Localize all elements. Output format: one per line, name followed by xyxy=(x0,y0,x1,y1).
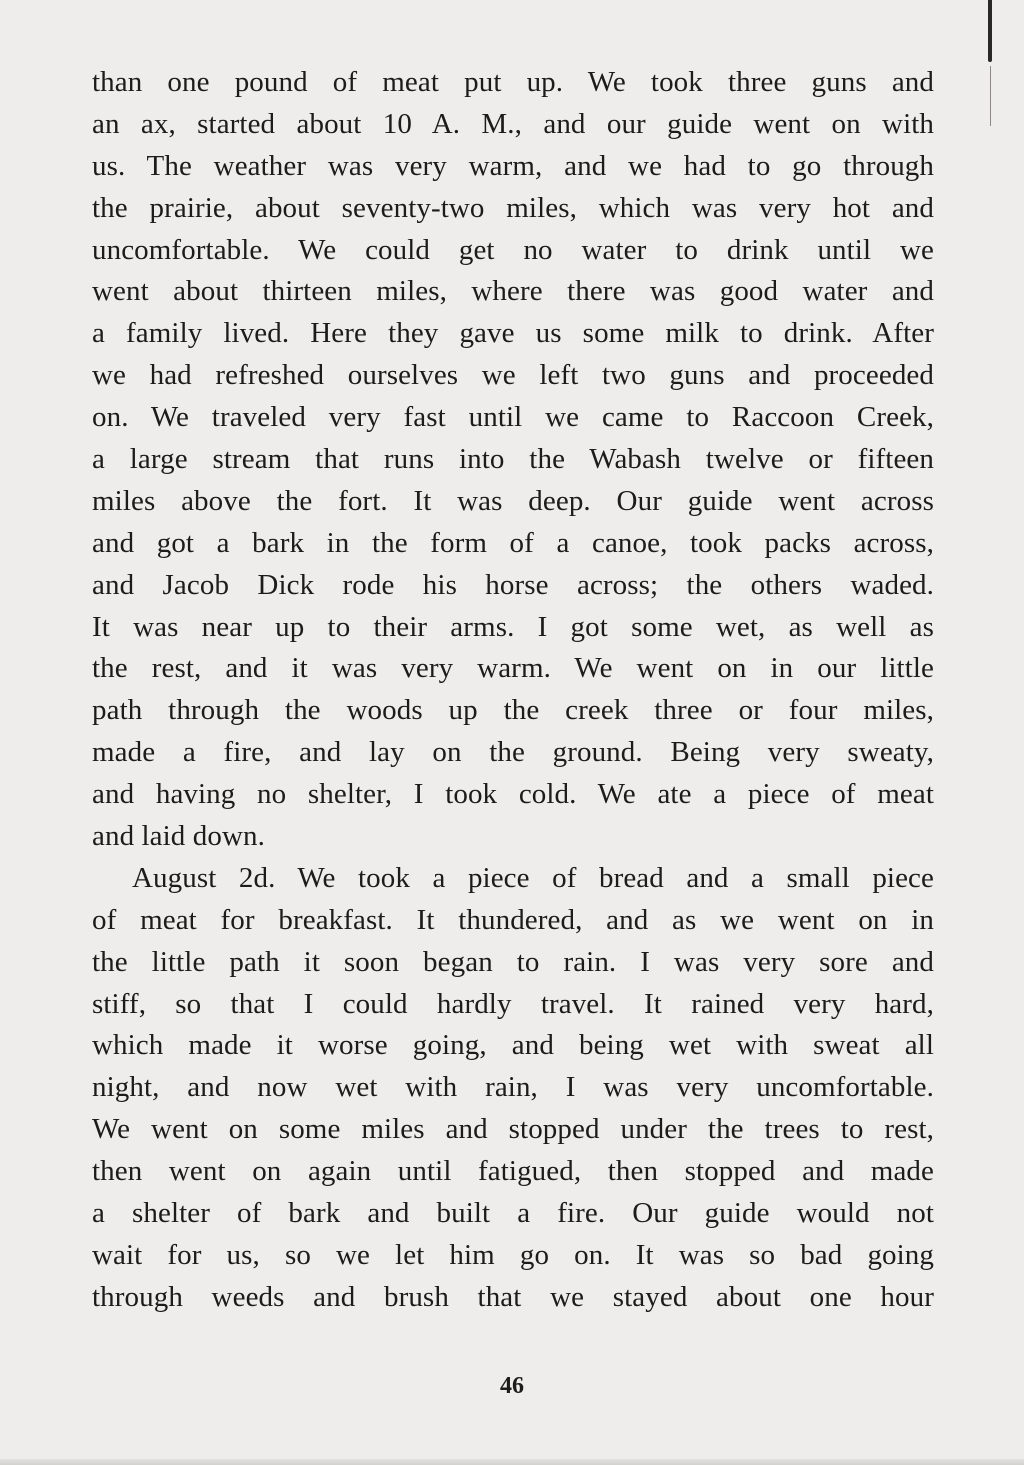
body-text xyxy=(92,62,934,1319)
text-line: night, and now wet with rain, I was very uncomfortable. xyxy=(92,1071,934,1104)
text-line: of meat for breakfast. It thundered, and as we went on in xyxy=(92,903,934,936)
text-line: which made it worse going, and being wet with sweat all xyxy=(92,1029,934,1062)
text-line: and Jacob Dick rode his horse across; the others waded. xyxy=(92,568,934,601)
text-line: It was near up to their arms. I got some wet, as well as xyxy=(92,610,934,643)
text-line: a large stream that runs into the Wabash twelve or fifteen xyxy=(92,443,934,476)
paragraph-2 xyxy=(92,858,934,1319)
paragraph-1 xyxy=(92,62,934,858)
text-line: and got a bark in the form of a canoe, took packs across, xyxy=(92,526,934,559)
binding-mark-tail xyxy=(990,66,991,126)
text-line: went about thirteen miles, where there was good water and xyxy=(92,275,934,308)
text-line: miles above the fort. It was deep. Our guide went across xyxy=(92,484,934,517)
text-line: an ax, started about 10 A. M., and our guide went on with xyxy=(92,107,934,140)
text-line: a shelter of bark and built a fire. Our guide would not xyxy=(92,1197,934,1230)
text-line: and laid down. xyxy=(92,820,265,853)
text-line: and having no shelter, I took cold. We ate a piece of meat xyxy=(92,778,934,811)
text-line: the prairie, about seventy-two miles, which was very hot and xyxy=(92,191,934,224)
page-bottom-edge xyxy=(0,1459,1024,1465)
text-line: stiff, so that I could hardly travel. It rained very hard, xyxy=(92,987,934,1020)
text-line: us. The weather was very warm, and we had to go through xyxy=(92,149,934,182)
text-line: on. We traveled very fast until we came to Raccoon Creek, xyxy=(92,401,934,434)
text-line: August 2d. We took a piece of bread and a small piece xyxy=(132,861,934,894)
text-line: a family lived. Here they gave us some milk to drink. After xyxy=(92,317,934,350)
text-line: wait for us, so we let him go on. It was so bad going xyxy=(92,1238,934,1271)
text-line: than one pound of meat put up. We took three guns and xyxy=(92,66,934,98)
binding-mark xyxy=(988,0,992,62)
text-line: then went on again until fatigued, then stopped and made xyxy=(92,1155,934,1188)
text-line: uncomfortable. We could get no water to drink until we xyxy=(92,233,934,266)
page-number: 46 xyxy=(500,1373,524,1399)
text-line: the rest, and it was very warm. We went on in our little xyxy=(92,652,934,685)
text-line: through weeds and brush that we stayed about one hour xyxy=(92,1280,934,1313)
text-line: made a fire, and lay on the ground. Being very sweaty, xyxy=(92,736,934,769)
text-line: the little path it soon began to rain. I was very sore and xyxy=(92,945,934,978)
text-line: path through the woods up the creek three or four miles, xyxy=(92,694,934,727)
text-line: we had refreshed ourselves we left two guns and proceeded xyxy=(92,359,934,392)
text-line: We went on some miles and stopped under the trees to rest, xyxy=(92,1113,934,1146)
